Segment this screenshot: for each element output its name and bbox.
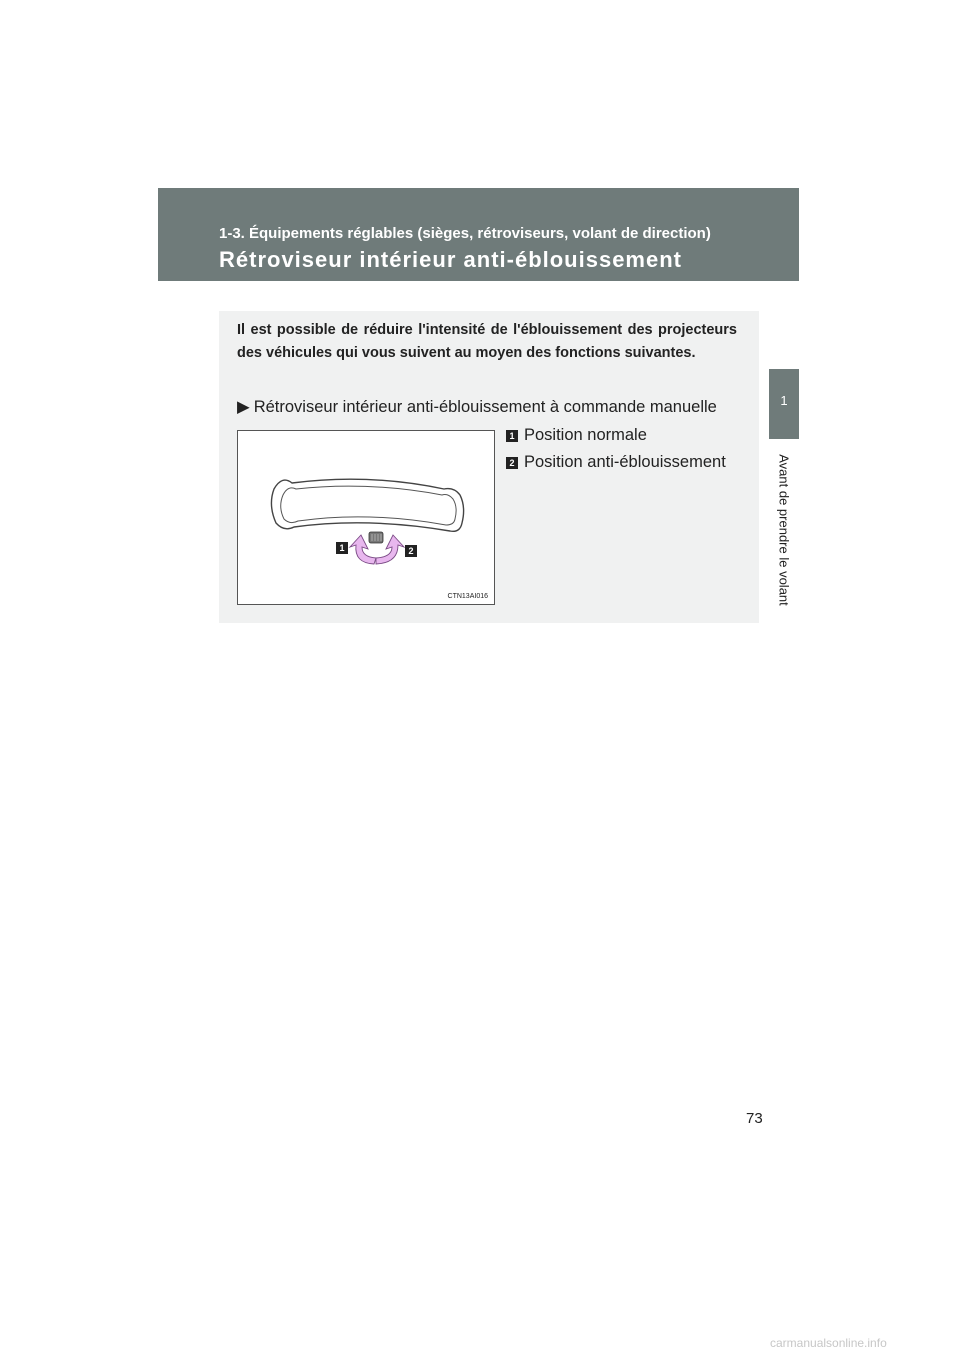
- legend-item-anti-glare: [506, 453, 726, 472]
- intro-text: Il est possible de réduire l'intensité de l'éblouissement des projecteurs des véhicules qui vous suivent au moyen des fonctions suivantes.: [237, 322, 737, 361]
- chapter-name: Avant de prendre le volant: [776, 454, 792, 606]
- triangle-bullet-icon: ▶: [237, 398, 250, 416]
- chapter-tab: [769, 369, 799, 439]
- feature-heading: [237, 397, 717, 417]
- callout-2-icon: 2: [405, 545, 417, 557]
- legend-label: Position anti-éblouissement: [524, 453, 726, 471]
- rearview-mirror-icon: [238, 431, 494, 604]
- page-number: 73: [746, 1110, 763, 1127]
- section-header: [158, 188, 799, 281]
- number-2-icon: 2: [506, 457, 518, 469]
- mirror-illustration: [237, 430, 495, 605]
- callout-1-icon: 1: [336, 542, 348, 554]
- page-title: Rétroviseur intérieur anti-éblouissement: [219, 247, 682, 272]
- number-1-icon: 1: [506, 430, 518, 442]
- watermark: carmanualsonline.info: [770, 1336, 887, 1350]
- chapter-number: 1: [780, 393, 788, 408]
- feature-title: Rétroviseur intérieur anti-éblouissement à commande manuelle: [253, 398, 717, 416]
- figure-code: CTN13AI016: [447, 593, 488, 600]
- legend-item-normal: [506, 426, 647, 445]
- legend-label: Position normale: [524, 426, 647, 444]
- section-label: 1-3. Équipements réglables (sièges, rétroviseurs, volant de direction): [219, 225, 711, 242]
- content-box: [219, 311, 759, 623]
